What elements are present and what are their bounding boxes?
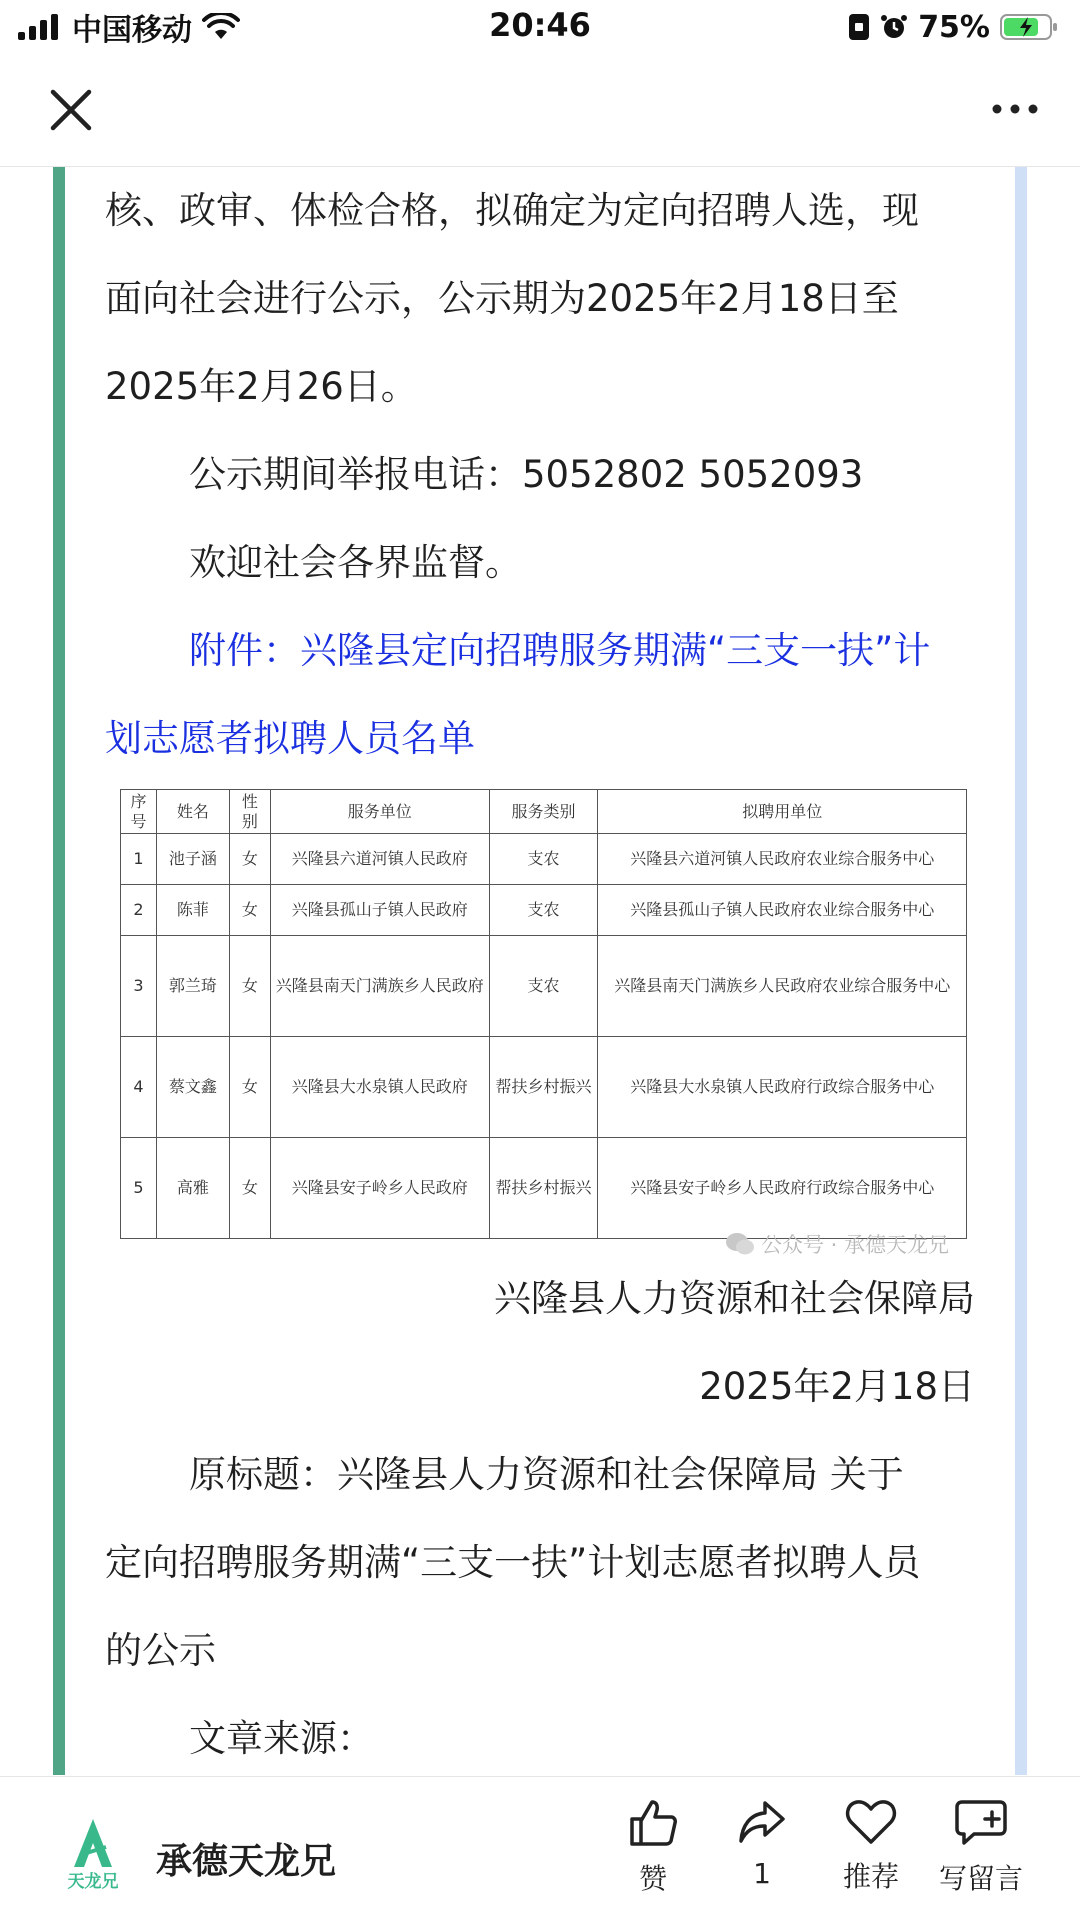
header-service-unit: 服务单位 — [270, 790, 489, 834]
header-hiring-unit: 拟聘用单位 — [598, 790, 967, 834]
cell: 帮扶乡村振兴 — [489, 1138, 598, 1239]
cell: 兴隆县大水泉镇人民政府行政综合服务中心 — [598, 1037, 967, 1138]
article-content[interactable] — [0, 167, 1080, 1775]
cell: 兴隆县南天门满族乡人民政府 — [270, 936, 489, 1037]
close-icon[interactable] — [48, 87, 94, 133]
source-label: 文章来源： — [189, 1717, 374, 1760]
cell: 池子涵 — [156, 834, 229, 885]
cell: 女 — [229, 1138, 270, 1239]
cell: 女 — [229, 885, 270, 936]
comment-button[interactable] — [931, 1799, 1031, 1897]
share-icon — [737, 1799, 787, 1847]
cell: 女 — [229, 936, 270, 1037]
brand-logo-text: 天龙兄 — [67, 1872, 119, 1892]
article-body — [105, 167, 975, 783]
attachment-link-cont[interactable]: 划志愿者拟聘人员名单 — [105, 717, 475, 760]
status-bar — [0, 0, 1080, 54]
cell: 兴隆县大水泉镇人民政府 — [270, 1037, 489, 1138]
table-row — [121, 834, 967, 885]
cell: 兴隆县南天门满族乡人民政府农业综合服务中心 — [598, 936, 967, 1037]
carrier-name: 中国移动 — [72, 13, 192, 48]
paragraph-line: 核、政审、体检合格，拟确定为定向招聘人选，现 — [105, 189, 919, 232]
cell: 1 — [121, 834, 157, 885]
share-button[interactable] — [712, 1799, 812, 1890]
recommend-label: 推荐 — [842, 1860, 899, 1893]
thumbs-up-icon — [628, 1799, 678, 1847]
original-title-line: 定向招聘服务期满“三支一扶”计划志愿者拟聘人员 — [105, 1541, 921, 1584]
status-right — [848, 10, 1058, 44]
original-title-line: 的公示 — [105, 1629, 216, 1672]
cell: 支农 — [489, 834, 598, 885]
cell: 4 — [121, 1037, 157, 1138]
candidate-table-image — [120, 789, 967, 1257]
cell: 兴隆县安子岭乡人民政府 — [270, 1138, 489, 1239]
report-phone-line: 公示期间举报电话：5052802 5052093 — [189, 453, 864, 496]
wechat-icon — [725, 1232, 755, 1256]
table-row — [121, 1138, 967, 1239]
cell: 兴隆县六道河镇人民政府农业综合服务中心 — [598, 834, 967, 885]
table-row — [121, 936, 967, 1037]
cell: 支农 — [489, 885, 598, 936]
more-options-icon[interactable] — [990, 94, 1040, 124]
battery-charging-icon — [1000, 13, 1058, 41]
bottom-bar — [0, 1776, 1080, 1921]
cell: 兴隆县孤山子镇人民政府 — [270, 885, 489, 936]
welcome-line: 欢迎社会各界监督。 — [189, 541, 522, 584]
signature-date: 2025年2月18日 — [699, 1365, 975, 1408]
signature-org: 兴隆县人力资源和社会保障局 — [494, 1277, 975, 1320]
cell: 蔡文鑫 — [156, 1037, 229, 1138]
heart-icon — [845, 1799, 897, 1845]
cell: 陈菲 — [156, 885, 229, 936]
header-index: 序号 — [121, 790, 157, 834]
original-title-line: 原标题：兴隆县人力资源和社会保障局 关于 — [189, 1453, 904, 1496]
table-row — [121, 885, 967, 936]
header-name: 姓名 — [156, 790, 229, 834]
right-accent-bar — [1015, 167, 1027, 1775]
paragraph-line: 2025年2月26日。 — [105, 365, 418, 408]
header-service-type: 服务类别 — [489, 790, 598, 834]
cell: 高雅 — [156, 1138, 229, 1239]
comment-icon — [954, 1799, 1008, 1847]
clock: 20:46 — [489, 6, 591, 44]
cell: 支农 — [489, 936, 598, 1037]
top-nav — [0, 54, 1080, 167]
alarm-icon — [880, 13, 908, 41]
battery-percent: 75% — [918, 9, 990, 45]
table-row — [121, 1037, 967, 1138]
cell: 女 — [229, 834, 270, 885]
orientation-lock-icon — [848, 13, 870, 41]
table-header-row — [121, 790, 967, 834]
account-name[interactable]: 承德天龙兄 — [156, 1841, 337, 1882]
cell: 兴隆县六道河镇人民政府 — [270, 834, 489, 885]
account-avatar[interactable] — [62, 1817, 124, 1892]
share-count: 1 — [753, 1857, 771, 1890]
like-button[interactable] — [603, 1799, 703, 1897]
cell: 5 — [121, 1138, 157, 1239]
comment-label: 写留言 — [938, 1862, 1023, 1895]
cell: 2 — [121, 885, 157, 936]
article-body-bottom — [105, 1255, 975, 1775]
paragraph-line: 面向社会进行公示，公示期为2025年2月18日至 — [105, 277, 899, 320]
cell: 郭兰琦 — [156, 936, 229, 1037]
cell: 帮扶乡村振兴 — [489, 1037, 598, 1138]
like-label: 赞 — [638, 1862, 667, 1895]
cell: 兴隆县孤山子镇人民政府农业综合服务中心 — [598, 885, 967, 936]
candidate-table — [120, 789, 967, 1239]
cell: 兴隆县安子岭乡人民政府行政综合服务中心 — [598, 1138, 967, 1239]
recommend-button[interactable] — [821, 1799, 921, 1895]
cell: 3 — [121, 936, 157, 1037]
header-gender: 性别 — [229, 790, 270, 834]
cell: 女 — [229, 1037, 270, 1138]
left-accent-bar — [53, 167, 65, 1775]
watermark-text: 公众号 · 承德天龙兄 — [760, 1233, 949, 1257]
attachment-link[interactable]: 附件：兴隆县定向招聘服务期满“三支一扶”计 — [189, 629, 931, 672]
